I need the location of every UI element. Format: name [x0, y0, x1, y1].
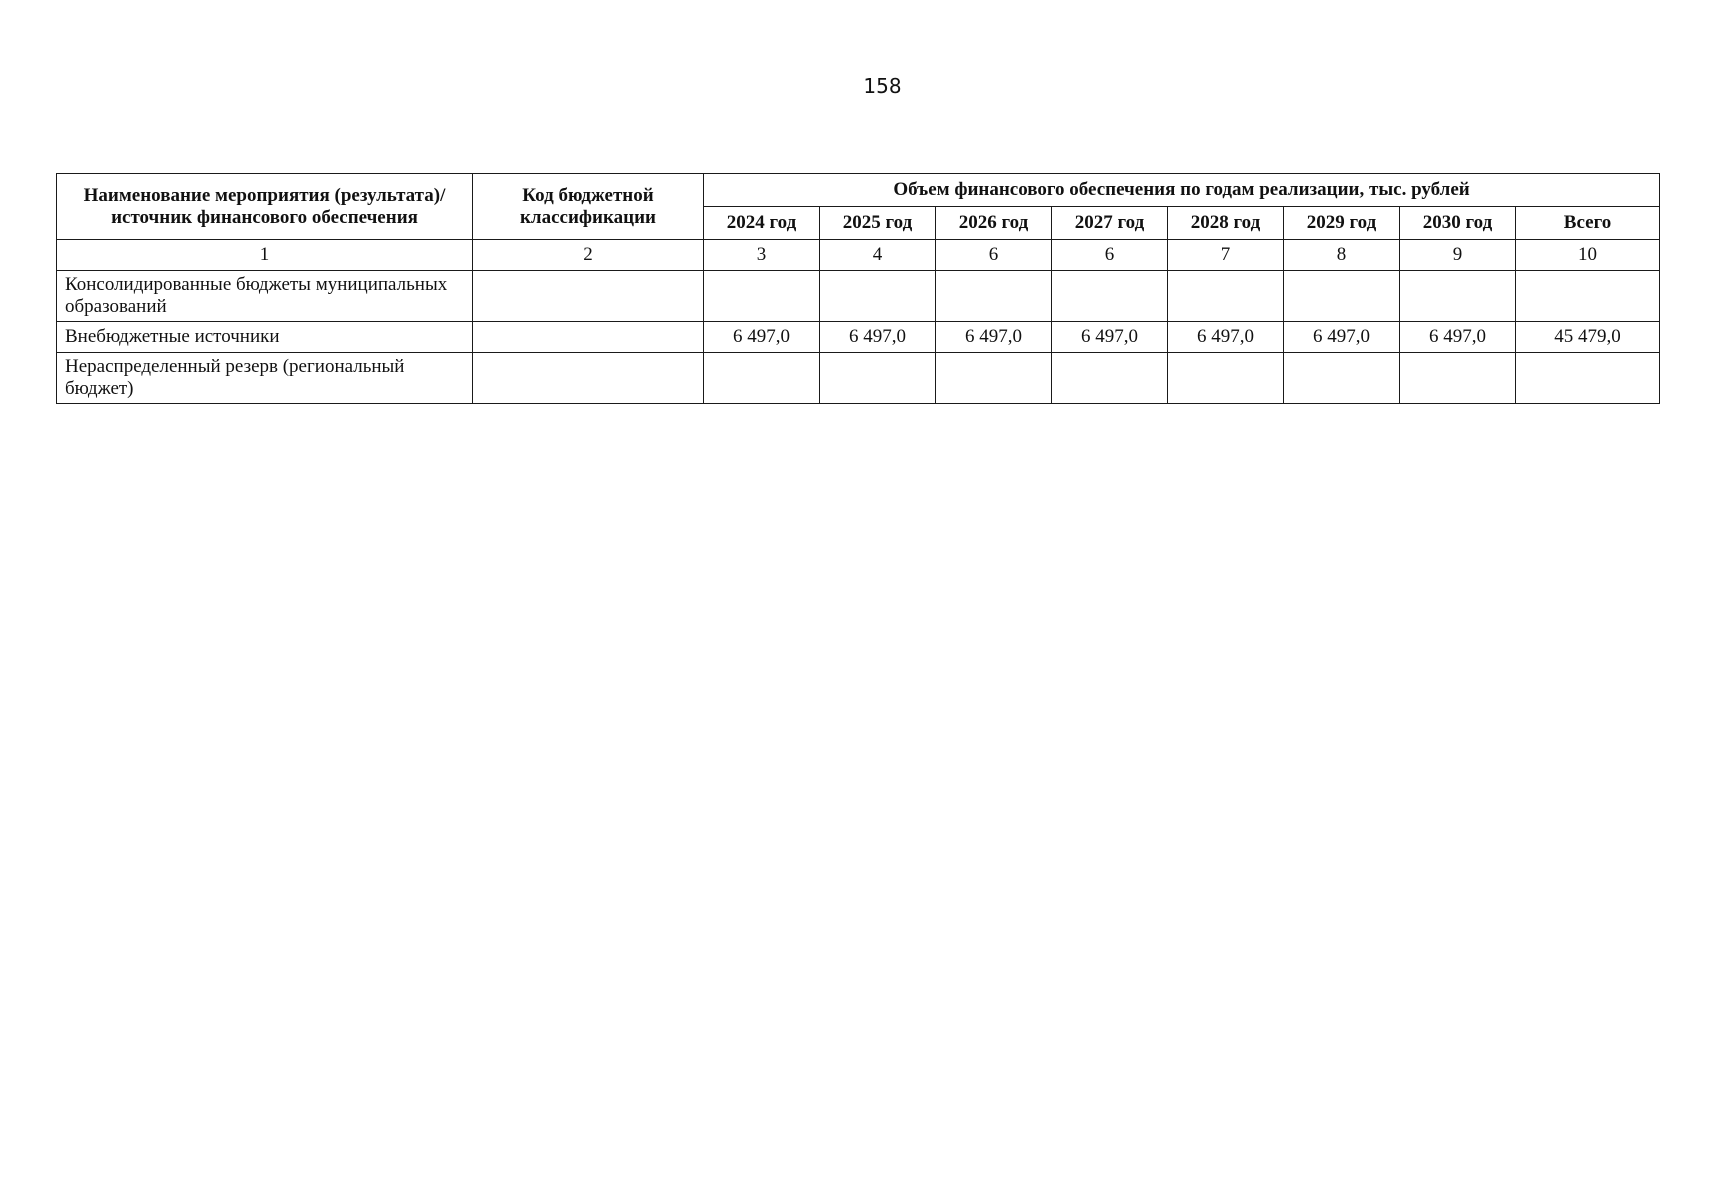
row-name: Нераспределенный резерв (региональный бюджет): [57, 353, 473, 404]
table-row: [57, 353, 1660, 404]
row-value: [936, 353, 1052, 404]
column-number: 3: [704, 240, 820, 271]
row-value: [1400, 271, 1516, 322]
row-value: [820, 271, 936, 322]
row-value: [1052, 353, 1168, 404]
row-value: [1168, 353, 1284, 404]
table-row: [57, 322, 1660, 353]
column-number: 6: [936, 240, 1052, 271]
header-row-main: [57, 174, 1660, 207]
row-value: [1400, 353, 1516, 404]
row-value: [1168, 271, 1284, 322]
row-value: 6 497,0: [936, 322, 1052, 353]
header-year: 2026 год: [936, 207, 1052, 240]
header-year: 2030 год: [1400, 207, 1516, 240]
column-number: 2: [473, 240, 704, 271]
header-year: 2025 год: [820, 207, 936, 240]
column-number: 4: [820, 240, 936, 271]
column-number: 9: [1400, 240, 1516, 271]
table-row: [57, 271, 1660, 322]
column-number: 1: [57, 240, 473, 271]
row-name: Внебюджетные источники: [57, 322, 473, 353]
column-number: 10: [1516, 240, 1660, 271]
header-year: 2027 год: [1052, 207, 1168, 240]
financing-table: [56, 173, 1660, 404]
row-total: [1516, 271, 1660, 322]
header-year: 2028 год: [1168, 207, 1284, 240]
row-name: Консолидированные бюджеты муниципальных образований: [57, 271, 473, 322]
row-total: [1516, 353, 1660, 404]
column-number: 7: [1168, 240, 1284, 271]
row-value: 6 497,0: [820, 322, 936, 353]
row-value: [1052, 271, 1168, 322]
header-year: 2024 год: [704, 207, 820, 240]
row-value: 6 497,0: [1284, 322, 1400, 353]
column-number: 6: [1052, 240, 1168, 271]
row-code: [473, 322, 704, 353]
row-value: [704, 353, 820, 404]
row-value: [1284, 353, 1400, 404]
row-value: [704, 271, 820, 322]
row-value: 6 497,0: [1400, 322, 1516, 353]
row-total: 45 479,0: [1516, 322, 1660, 353]
header-name: Наименование мероприятия (результата)/ источник финансового обеспечения: [57, 174, 473, 240]
row-value: 6 497,0: [704, 322, 820, 353]
column-number: 8: [1284, 240, 1400, 271]
row-value: [1284, 271, 1400, 322]
row-value: [936, 271, 1052, 322]
header-year: 2029 год: [1284, 207, 1400, 240]
row-code: [473, 353, 704, 404]
financing-table-container: [56, 173, 1659, 404]
page-number: 158: [863, 74, 902, 98]
header-total: Всего: [1516, 207, 1660, 240]
column-number-row: [57, 240, 1660, 271]
row-value: 6 497,0: [1052, 322, 1168, 353]
header-code: Код бюджетной классификации: [473, 174, 704, 240]
header-financing-volume: Объем финансового обеспечения по годам реализации, тыс. рублей: [704, 174, 1660, 207]
row-code: [473, 271, 704, 322]
row-value: 6 497,0: [1168, 322, 1284, 353]
row-value: [820, 353, 936, 404]
